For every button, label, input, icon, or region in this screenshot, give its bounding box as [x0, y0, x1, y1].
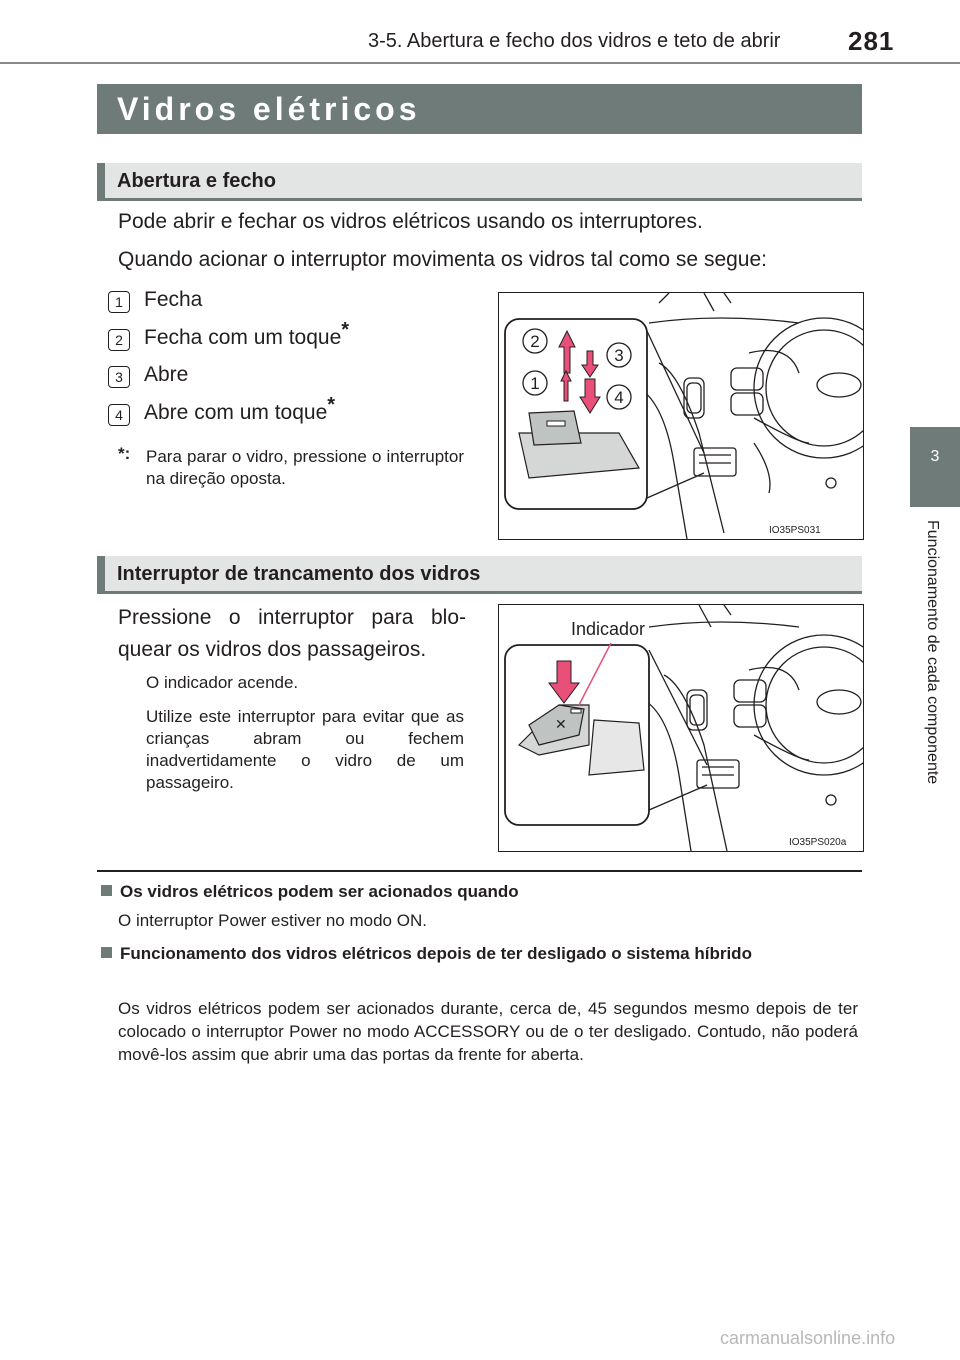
section-marker [97, 556, 105, 591]
figure-window-lock [498, 604, 864, 852]
footnote-star: * [327, 394, 336, 416]
intro-paragraph-1: Pode abrir e fechar os vidros elétricos usando os interruptores. [118, 210, 703, 233]
running-header-title: 3-5. Abertura e fecho dos vidros e teto de abrir [368, 30, 781, 52]
section-heading-lock [97, 556, 862, 594]
svg-text:1: 1 [530, 374, 540, 393]
svg-text:3: 3 [614, 346, 624, 365]
note-heading [101, 880, 861, 903]
list-item-label: Abre [144, 363, 189, 386]
lock-paragraph: Pressione o interruptor para blo-quear os vidros dos passageiros. [118, 606, 466, 661]
list-item-label: Fecha [144, 288, 203, 311]
svg-text:✕: ✕ [555, 717, 567, 733]
lock-note-usage: Utilize este interruptor para evitar que as crianças abram ou fechem inadvertidamente o vidro de um passageiro. [146, 707, 464, 792]
list-item-text [144, 288, 202, 312]
list-item-text [144, 363, 188, 387]
section-heading-opening [97, 163, 862, 201]
section-heading-text: Interruptor de trancamento dos vidros [117, 563, 481, 585]
footnote-text: Para parar o vidro, pressione o interruptor na direção oposta. [146, 447, 464, 488]
section-heading-text: Abertura e fecho [117, 170, 276, 192]
watermark: carmanualsonline.info [720, 1328, 896, 1348]
notes-divider [97, 870, 862, 872]
list-item-text [144, 319, 350, 350]
chapter-label [923, 520, 945, 860]
chapter-tab: 3 [910, 427, 960, 507]
figure-illustration [499, 293, 863, 539]
note-heading-text: Os vidros elétricos podem ser acionados quando [120, 882, 519, 901]
figure-illustration [499, 605, 863, 851]
header-divider [0, 62, 960, 64]
list-item-text [144, 394, 336, 425]
main-title: Vidros elétricos [97, 84, 862, 134]
list-item-label: Fecha com um toque [144, 326, 342, 349]
figure-window-switches [498, 292, 864, 540]
lock-note-indicator: O indicador acende. [146, 673, 299, 692]
footnote-mark: *: [118, 444, 131, 463]
figure-callout-indicator: Indicador [571, 619, 646, 639]
footnote-star: * [341, 319, 350, 341]
bullet-square [101, 947, 112, 958]
item-number: 3 [108, 366, 130, 388]
item-number: 4 [108, 404, 130, 426]
figure-code: IO35PS020a [789, 837, 847, 848]
svg-text:4: 4 [614, 388, 624, 407]
note-body: Os vidros elétricos podem ser acionados durante, cerca de, 45 segundos mesmo depois de ter colocado o interruptor Power no modo ACCESSORY ou de o ter desligado. Contudo, não poderá movê-los assim que abrir uma das portas da frente for aberta. [118, 999, 858, 1064]
svg-text:2: 2 [530, 332, 540, 351]
note-heading-text: Funcionamento dos vidros elétricos depois de ter desligado o sistema híbrido [120, 944, 752, 963]
page-number: 281 [848, 26, 895, 56]
note-body: O interruptor Power estiver no modo ON. [118, 911, 427, 930]
chapter-label-text: Funcionamento de cada componente [924, 520, 941, 785]
item-number: 2 [108, 329, 130, 351]
intro-paragraph-2: Quando acionar o interruptor movimenta os vidros tal como se segue: [118, 248, 768, 271]
figure-code: IO35PS031 [769, 525, 821, 536]
list-item-label: Abre com um toque [144, 401, 328, 424]
section-marker [97, 163, 105, 198]
bullet-square [101, 885, 112, 896]
item-number: 1 [108, 291, 130, 313]
note-heading [101, 942, 878, 965]
